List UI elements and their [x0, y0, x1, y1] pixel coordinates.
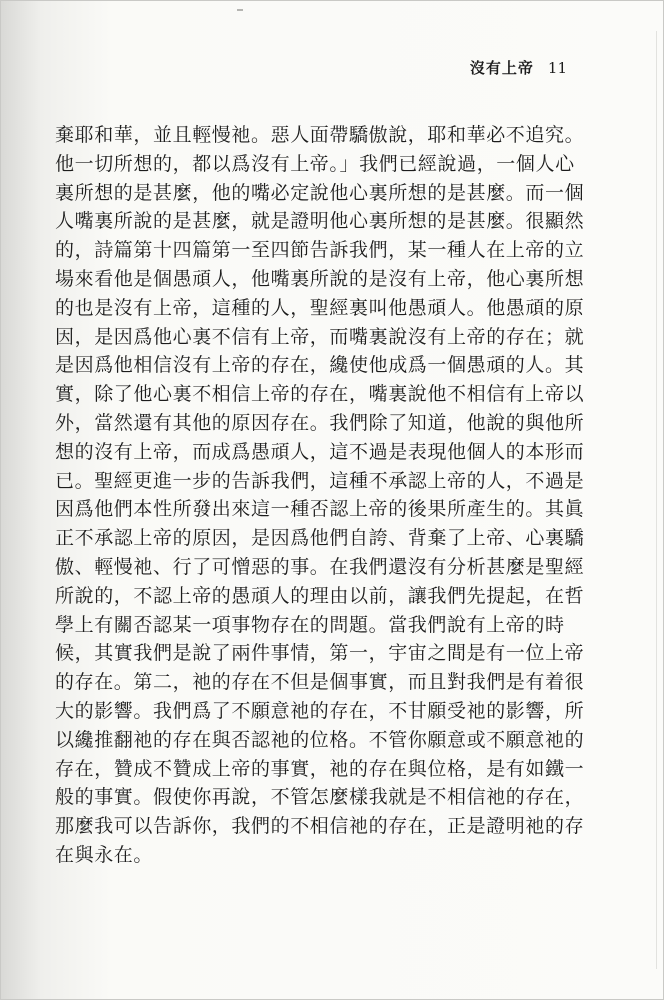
text-line: 場來看他是個愚頑人，他嘴裏所說的是沒有上帝，他心裏所想	[55, 267, 585, 290]
text-line: 人嘴裏所說的是甚麼，就是證明他心裏所想的是甚麼。很顯然	[55, 210, 585, 233]
text-line: 已。聖經更進一步的告訴我們，這種不承認上帝的人，不過是	[55, 469, 585, 492]
text-line: 棄耶和華，並且輕慢祂。惡人面帶驕傲說，耶和華必不追究。	[55, 124, 585, 146]
text-line: 候，其實我們是說了兩件事情，第一，宇宙之間是有一位上帝	[55, 642, 585, 665]
text-line: 所說的，不認上帝的愚頑人的理由以前，讓我們先提起，在哲	[55, 584, 585, 607]
text-line: 般的事實。假使你再說，不管怎麼樣我就是不相信祂的存在，	[55, 786, 585, 809]
text-line: 以纔推翻祂的存在與否認祂的位格。不管你願意或不願意祂的	[55, 728, 585, 751]
page-number: 11	[547, 59, 567, 77]
text-line: 裏所想的是甚麼，他的嘴必定說他心裏所想的是甚麼。而一個	[55, 181, 585, 204]
scan-mark	[237, 9, 243, 11]
text-line: 的，詩篇第十四篇第一至四節告訴我們，某一種人在上帝的立	[55, 239, 585, 262]
body-text	[55, 121, 590, 870]
text-line: 那麼我可以告訴你，我們的不相信祂的存在，正是證明祂的存	[55, 815, 585, 838]
text-line: 因爲他們本性所發出來這一種否認上帝的後果所產生的。其眞	[55, 498, 585, 521]
text-line: 是因爲他相信沒有上帝的存在，纔使他成爲一個愚頑的人。其	[55, 354, 585, 377]
running-header-title: 沒有上帝	[469, 59, 534, 77]
text-line: 傲、輕慢祂、行了可憎惡的事。在我們還沒有分析甚麼是聖經	[55, 555, 585, 578]
text-line: 因，是因爲他心裏不信有上帝，而嘴裏說沒有上帝的存在；就	[55, 325, 585, 348]
text-line: 實，除了他心裏不相信上帝的存在，嘴裏說他不相信有上帝以	[55, 383, 585, 406]
text-line: 的存在。第二，祂的存在不但是個事實，而且對我們是有着很	[55, 671, 585, 694]
text-line: 外，當然還有其他的原因存在。我們除了知道，他說的與他所	[55, 411, 585, 434]
text-line: 他一切所想的，都以爲沒有上帝。」我們已經說過，一個人心	[55, 152, 575, 175]
text-line: 學上有關否認某一項事物存在的問題。當我們說有上帝的時	[55, 613, 565, 636]
text-line: 大的影響。我們爲了不願意祂的存在，不甘願受祂的影響，所	[55, 699, 585, 722]
text-line: 存在，贊成不贊成上帝的事實，祂的存在與位格，是有如鐵一	[55, 757, 585, 780]
text-line: 在與永在。	[55, 843, 154, 866]
text-line: 想的沒有上帝，而成爲愚頑人，這不過是表現他個人的本形而	[55, 440, 585, 463]
text-line: 的也是沒有上帝，這種的人，聖經裏叫他愚頑人。他愚頑的原	[55, 296, 585, 319]
page-edge	[656, 31, 657, 969]
text-line: 正不承認上帝的原因，是因爲他們自誇、背棄了上帝、心裏驕	[55, 527, 585, 550]
running-header	[470, 57, 567, 78]
